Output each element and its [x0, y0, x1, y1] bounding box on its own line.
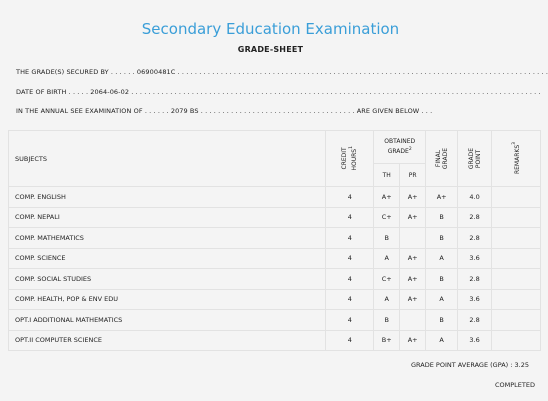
obtained-label: OBTAINED	[384, 138, 416, 146]
practical-grade-cell: A+	[400, 330, 426, 351]
column-header-final-grade	[426, 131, 458, 187]
practical-grade-cell: A+	[400, 187, 426, 208]
credit-label: CREDIT	[341, 147, 349, 170]
grade-point-cell: 4.0	[458, 187, 492, 208]
theory-grade-cell: B	[374, 310, 400, 331]
subject-cell: OPT.I ADDITIONAL MATHEMATICS	[9, 310, 326, 331]
grade-point-cell: 2.8	[458, 310, 492, 331]
column-header-pr: PR	[400, 164, 426, 187]
credit-hours-cell: 4	[326, 289, 374, 310]
credit-hours-cell: 4	[326, 187, 374, 208]
theory-grade-cell: C+	[374, 207, 400, 228]
practical-grade-cell: A+	[400, 269, 426, 290]
column-header-subjects: SUBJECTS	[9, 131, 326, 187]
remarks-label: REMARKS	[514, 145, 522, 175]
column-header-credit-hours	[326, 131, 374, 187]
remarks-cell	[492, 248, 541, 269]
subject-cell: OPT.II COMPUTER SCIENCE	[9, 330, 326, 351]
remarks-cell	[492, 207, 541, 228]
table-row	[9, 207, 541, 228]
grade-sheet-heading: GRADE-SHEET	[237, 45, 304, 54]
remarks-footnote-mark: 3	[512, 142, 518, 146]
table-row	[9, 269, 541, 290]
grade-table	[8, 130, 541, 351]
grade-point-cell: 3.6	[458, 289, 492, 310]
credit-hours-cell: 4	[326, 207, 374, 228]
obtained-grade-label: GRADE	[387, 148, 409, 156]
column-header-th: TH	[374, 164, 400, 187]
student-symbol-line: THE GRADE(S) SECURED BY . . . . . . 06900481C . . . . . . . . . . . . . . . . . . . . . . . . . . . . . . . . . . . . . . . . . . . . . . . . . . . . . . . . . . . . . . . . . . . . . . . . . . . . . . . . . . . . . .	[16, 68, 548, 76]
table-row	[9, 248, 541, 269]
remarks-cell	[492, 187, 541, 208]
grade-point-cell: 2.8	[458, 228, 492, 249]
practical-grade-cell	[400, 228, 426, 249]
practical-grade-cell	[400, 310, 426, 331]
practical-grade-cell: A+	[400, 248, 426, 269]
theory-grade-cell: A	[374, 248, 400, 269]
credit-hours-cell: 4	[326, 228, 374, 249]
grade-point-cell: 3.6	[458, 248, 492, 269]
final-grade-cell: B	[426, 228, 458, 249]
remarks-cell	[492, 228, 541, 249]
credit-hours-cell: 4	[326, 269, 374, 290]
theory-grade-cell: C+	[374, 269, 400, 290]
subject-cell: COMP. NEPALI	[9, 207, 326, 228]
practical-grade-cell: A+	[400, 289, 426, 310]
obtained-footnote-mark: 2	[408, 147, 412, 153]
credit-hours-cell: 4	[326, 248, 374, 269]
final-grade-cell: B	[426, 207, 458, 228]
theory-grade-cell: A	[374, 289, 400, 310]
remarks-cell	[492, 330, 541, 351]
table-row	[9, 330, 541, 351]
subject-cell: COMP. MATHEMATICS	[9, 228, 326, 249]
final-grade-cell: A	[426, 289, 458, 310]
theory-grade-cell: A+	[374, 187, 400, 208]
date-of-birth-line: DATE OF BIRTH . . . . . 2064-06-02 . . . . . . . . . . . . . . . . . . . . . . . . . . . . . . . . . . . . . . . . . . . . . . . . . . . . . . . . . . . . . . . . . . . . . . . . . . . . . . . . . . . . . . . . . . . . . . .	[16, 88, 541, 96]
credit-hours-cell: 4	[326, 330, 374, 351]
table-row	[9, 289, 541, 310]
subject-cell: COMP. SOCIAL STUDIES	[9, 269, 326, 290]
gpa-summary: GRADE POINT AVERAGE (GPA) : 3.25	[411, 361, 529, 369]
final-grade-label: GRADE	[441, 147, 449, 170]
theory-grade-cell: B+	[374, 330, 400, 351]
final-label: FINAL	[434, 149, 442, 168]
table-row	[9, 310, 541, 331]
practical-grade-cell: A+	[400, 207, 426, 228]
remarks-cell	[492, 289, 541, 310]
subject-cell: COMP. SCIENCE	[9, 248, 326, 269]
credit-hours-cell: 4	[326, 310, 374, 331]
final-grade-cell: A+	[426, 187, 458, 208]
remarks-cell	[492, 269, 541, 290]
remarks-cell	[492, 310, 541, 331]
grade-point-cell: 3.6	[458, 330, 492, 351]
page-title: Secondary Education Examination	[141, 20, 400, 38]
point-label: POINT	[474, 149, 482, 168]
theory-grade-cell: B	[374, 228, 400, 249]
column-header-grade-point	[458, 131, 492, 187]
final-grade-cell: B	[426, 269, 458, 290]
grade-label: GRADE	[467, 147, 475, 170]
final-grade-cell: A	[426, 330, 458, 351]
column-header-obtained-grade	[374, 131, 426, 164]
grade-point-cell: 2.8	[458, 269, 492, 290]
final-grade-cell: A	[426, 248, 458, 269]
column-header-remarks	[492, 131, 541, 187]
exam-year-line: IN THE ANNUAL SEE EXAMINATION OF . . . . . . 2079 BS . . . . . . . . . . . . . . . . . . . . . . . . . . . . . . . . . . . . ARE GIVEN BELOW . . .	[16, 107, 433, 115]
subject-cell: COMP. HEALTH, POP & ENV EDU	[9, 289, 326, 310]
grade-point-cell: 2.8	[458, 207, 492, 228]
hours-label: HOURS	[351, 149, 359, 171]
credit-footnote-mark: 1	[349, 146, 355, 150]
result-status: COMPLETED	[495, 381, 535, 389]
table-row	[9, 187, 541, 208]
final-grade-cell: B	[426, 310, 458, 331]
table-header-row	[9, 131, 541, 164]
table-row	[9, 228, 541, 249]
subject-cell: COMP. ENGLISH	[9, 187, 326, 208]
